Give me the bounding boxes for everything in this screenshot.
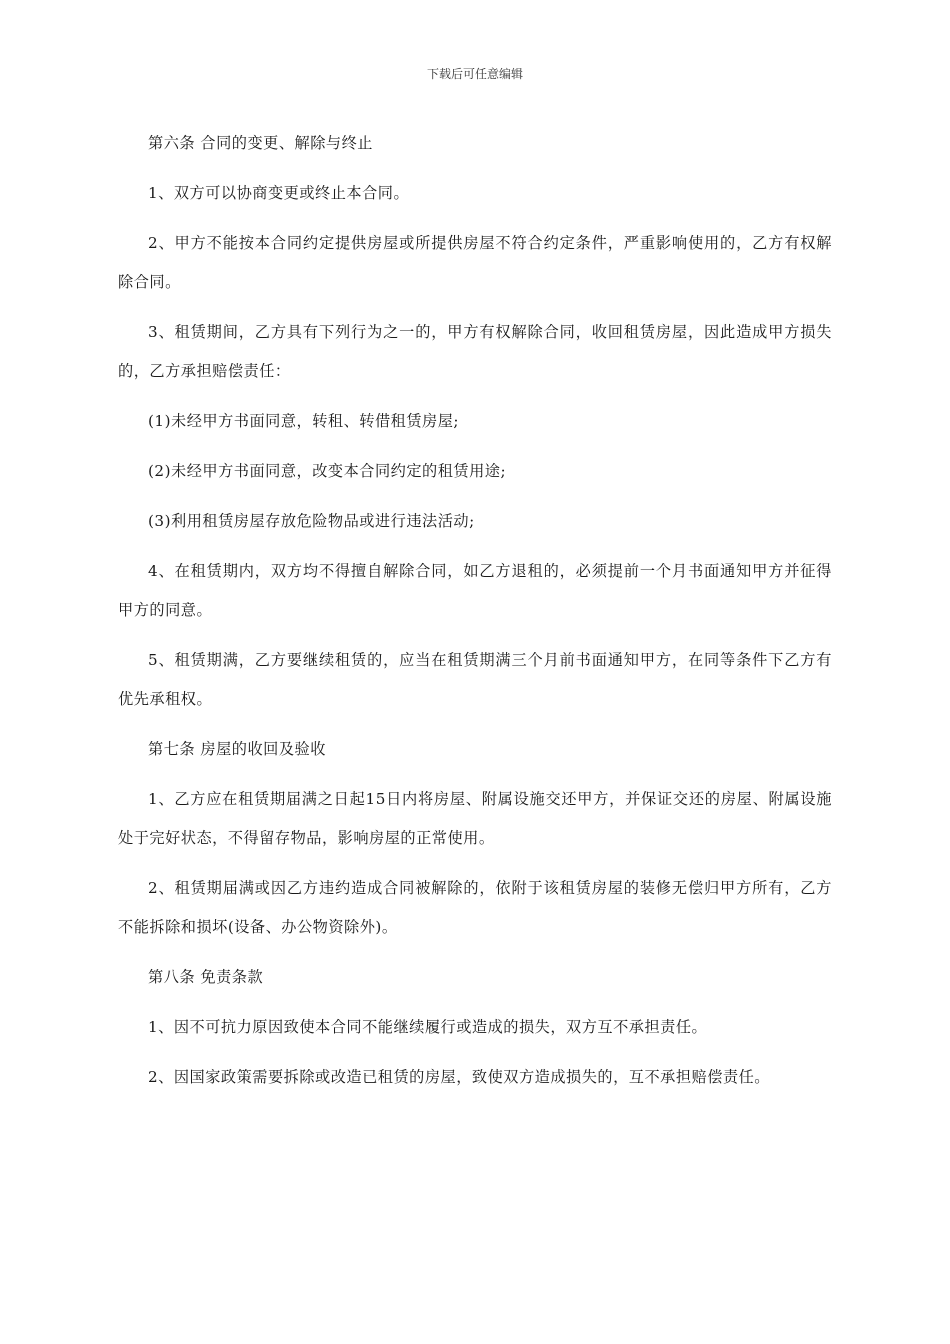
clause-6-1: 1、双方可以协商变更或终止本合同。: [148, 184, 410, 202]
clause-6-2: 2、甲方不能按本合同约定提供房屋或所提供房屋不符合约定条件，严重影响使用的，乙方有权解除合同。: [118, 234, 832, 291]
clause-7-1: 1、乙方应在租赁期届满之日起15日内将房屋、附属设施交还甲方，并保证交还的房屋、附属设施处于完好状态，不得留存物品，影响房屋的正常使用。: [118, 790, 832, 847]
page-header-note: 下载后可任意编辑: [426, 67, 523, 81]
section-heading-article-7: 第七条 房屋的收回及验收: [148, 740, 326, 758]
clause-7-2: 2、租赁期届满或因乙方违约造成合同被解除的，依附于该租赁房屋的装修无偿归甲方所有，乙方不能拆除和损坏(设备、办公物资除外)。: [118, 879, 832, 936]
clause-6-4: 4、在租赁期内，双方均不得擅自解除合同，如乙方退租的，必须提前一个月书面通知甲方并征得甲方的同意。: [118, 562, 832, 619]
clause-6-3-item-1: (1)未经甲方书面同意，转租、转借租赁房屋;: [148, 412, 460, 430]
section-heading-article-8: 第八条 免责条款: [148, 968, 264, 986]
document-body: [118, 124, 832, 1108]
clause-6-3-item-3: (3)利用租赁房屋存放危险物品或进行违法活动;: [148, 512, 475, 530]
clause-6-3-item-2: (2)未经甲方书面同意，改变本合同约定的租赁用途;: [148, 462, 507, 480]
section-heading-article-6: 第六条 合同的变更、解除与终止: [148, 134, 373, 152]
clause-6-3: 3、租赁期间，乙方具有下列行为之一的，甲方有权解除合同，收回租赁房屋，因此造成甲方损失的，乙方承担赔偿责任：: [118, 323, 832, 380]
clause-8-2: 2、因国家政策需要拆除或改造已租赁的房屋，致使双方造成损失的，互不承担赔偿责任。: [148, 1068, 770, 1086]
clause-8-1: 1、因不可抗力原因致使本合同不能继续履行或造成的损失，双方互不承担责任。: [148, 1018, 708, 1036]
clause-6-5: 5、租赁期满，乙方要继续租赁的，应当在租赁期满三个月前书面通知甲方，在同等条件下乙方有优先承租权。: [118, 651, 832, 708]
